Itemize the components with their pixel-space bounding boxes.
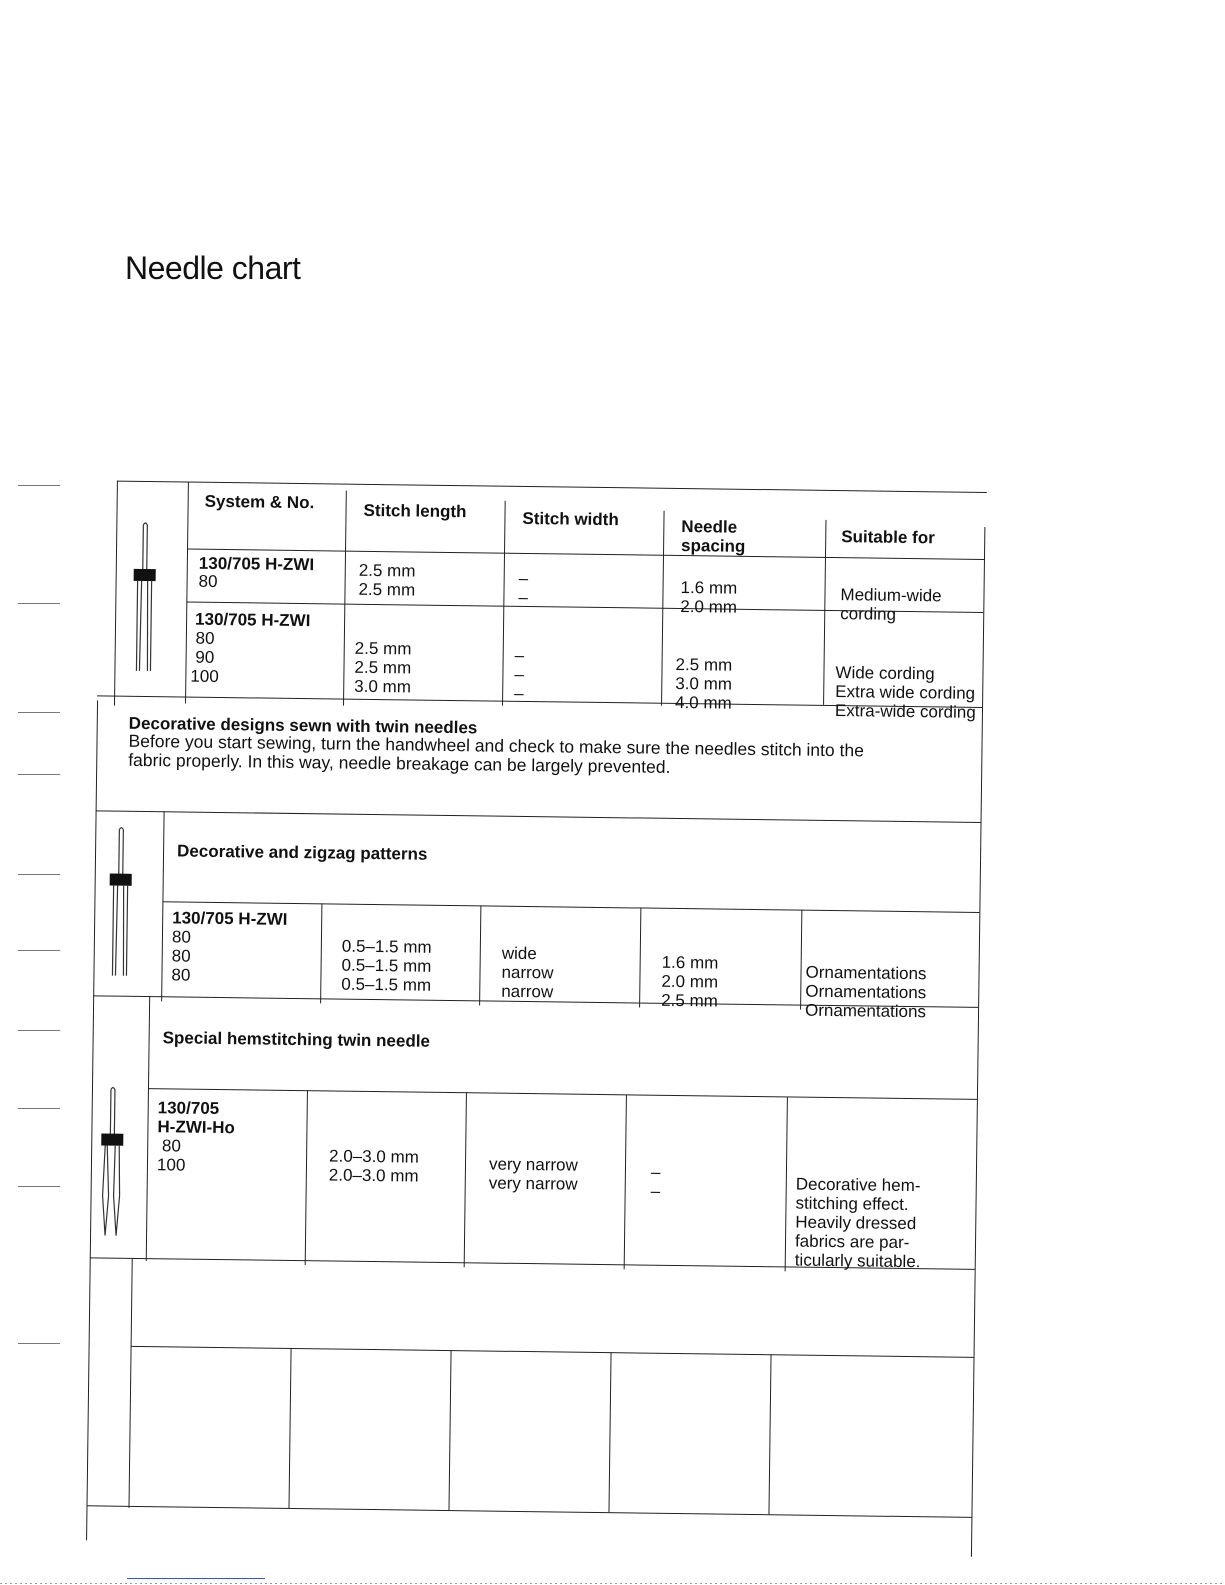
cell-suitable: Decorative hem- stitching effect. Heavily dressed fabrics are par- ticularly suitable. (794, 1174, 921, 1272)
note-title: Decorative designs sewn with twin needles (128, 713, 478, 738)
cell-stitch-length: 2.0–3.0 mm 2.0–3.0 mm (328, 1146, 419, 1186)
cell-system: 130/705 H-ZWI (194, 609, 311, 631)
cell-needle-spacing: 1.6 mm 2.0 mm 2.5 mm (661, 952, 719, 1011)
cell-suitable: Ornamentations Ornamentations Ornamentations (804, 962, 927, 1022)
cell-system: 130/705 H-ZWI (198, 553, 315, 575)
header-stitch-length: Stitch length (363, 500, 467, 522)
cell-system: 130/705 H-ZWI (172, 908, 288, 929)
cell-stitch-width: – – (518, 568, 529, 608)
cell-sizes: 80 80 80 (171, 927, 192, 985)
cell-suitable: Medium-wide cording (840, 585, 942, 624)
note-text: Before you start sewing, turn the handwheel and check to make sure the needles stitch into the fabric properly. In this way, needle breakage can be largely prevented. (128, 730, 865, 777)
cell-stitch-width: very narrow very narrow (488, 1154, 578, 1194)
header-needle-spacing: Needle spacing (681, 517, 746, 556)
cell-needle-spacing: 2.5 mm 3.0 mm 4.0 mm (674, 654, 733, 713)
header-system: System & No. (204, 491, 315, 513)
cell-stitch-length: 0.5–1.5 mm 0.5–1.5 mm 0.5–1.5 mm (341, 936, 432, 995)
section-title-decorative: Decorative and zigzag patterns (176, 841, 428, 864)
cell-stitch-length: 2.5 mm 2.5 mm 3.0 mm (354, 638, 412, 697)
cell-stitch-width: – – – (514, 645, 525, 703)
scan-edge-dots (0, 1583, 1225, 1584)
page-title: Needle chart (125, 250, 301, 286)
cell-sizes: 80 100 (156, 1136, 186, 1175)
twin-needle-icon (105, 826, 135, 986)
cell-suitable: Wide cording Extra wide cording Extra-wide cording (834, 663, 976, 722)
twin-needle-icon (129, 521, 159, 681)
cell-needle-spacing: – – (650, 1162, 661, 1201)
cell-stitch-width: wide narrow narrow (501, 943, 554, 1002)
header-suitable-for: Suitable for (841, 527, 935, 548)
hemstitch-twin-needle-icon (96, 1085, 128, 1245)
cell-needle-spacing: 1.6 mm 2.0 mm (680, 578, 738, 617)
cell-sizes: 80 90 100 (190, 628, 219, 686)
header-stitch-width: Stitch width (522, 508, 619, 530)
cell-stitch-length: 2.5 mm 2.5 mm (358, 560, 416, 600)
needle-table (56, 475, 990, 1557)
cell-sizes: 80 (198, 571, 218, 591)
cell-system: 130/705 H-ZWI-Ho (157, 1098, 236, 1138)
bottom-underline (127, 1578, 265, 1579)
section-title-hemstitching: Special hemstitching twin needle (162, 1028, 431, 1051)
